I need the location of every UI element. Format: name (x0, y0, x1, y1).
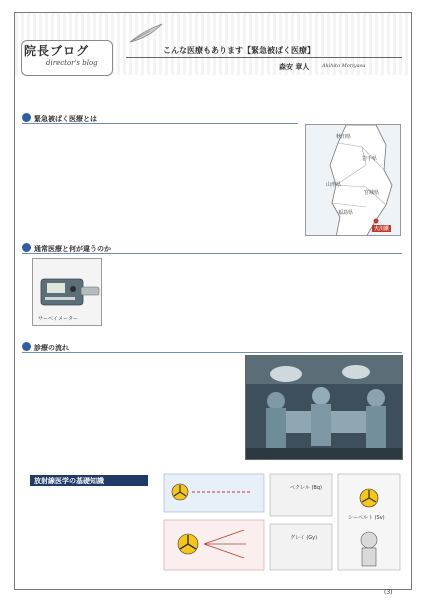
tohoku-map (306, 125, 401, 236)
blog-title: 院長ブログ (24, 44, 90, 58)
quill-pen-icon (128, 22, 164, 44)
radiation-units-diagram (162, 470, 404, 582)
knowledge-title: 放射線医学の基礎知識 (34, 477, 104, 485)
author-name: 森安 章人 (279, 63, 310, 71)
survey-meter-caption: サーベイメーター (38, 316, 78, 322)
section-heading-2-text: 通常医療と何が違うのか (34, 245, 111, 253)
section-bullet-icon (22, 113, 31, 122)
radiation-diagram-graphic (162, 470, 404, 582)
section-rule-2 (22, 253, 402, 254)
section-rule-3 (22, 352, 402, 353)
section-3-text (30, 356, 240, 468)
knowledge-text (30, 490, 154, 576)
map-label-akita: 秋田県 (336, 134, 352, 140)
section-heading-1-text: 緊急被ばく医療とは (34, 115, 97, 123)
unit-label-gray: グレイ (Gy) (290, 535, 318, 541)
page-number: (3) (384, 589, 393, 596)
headline-rule (126, 57, 402, 58)
map-label-iwate: 岩手県 (362, 156, 378, 162)
page-headline: こんな医療もあります【緊急被ばく医療】 (163, 46, 315, 55)
section-2-text (112, 258, 404, 342)
treatment-scene-icon (246, 356, 403, 460)
blog-subtitle: director's blog (46, 59, 98, 67)
section-bullet-icon (22, 243, 31, 252)
unit-label-sievert: シーベルト (Sv) (348, 515, 385, 521)
treatment-room-photo (245, 355, 403, 460)
section-1-text (30, 128, 300, 240)
section-rule-1 (22, 123, 298, 124)
section-heading-3-text: 診療の流れ (34, 344, 69, 352)
intro-paragraph (22, 86, 406, 110)
unit-label-becquerel: ベクレル (Bq) (290, 485, 322, 491)
map-figure (305, 124, 401, 236)
section-bullet-icon (22, 342, 31, 351)
map-label-fukushima: 福島県 (338, 210, 354, 216)
map-label-yamagata: 山形県 (326, 182, 342, 188)
author-roman-name: Akihito Moriyasu (322, 63, 366, 69)
map-label-miyagi: 宮城県 (364, 190, 380, 196)
map-label-okawara: 大川原 (374, 226, 390, 232)
